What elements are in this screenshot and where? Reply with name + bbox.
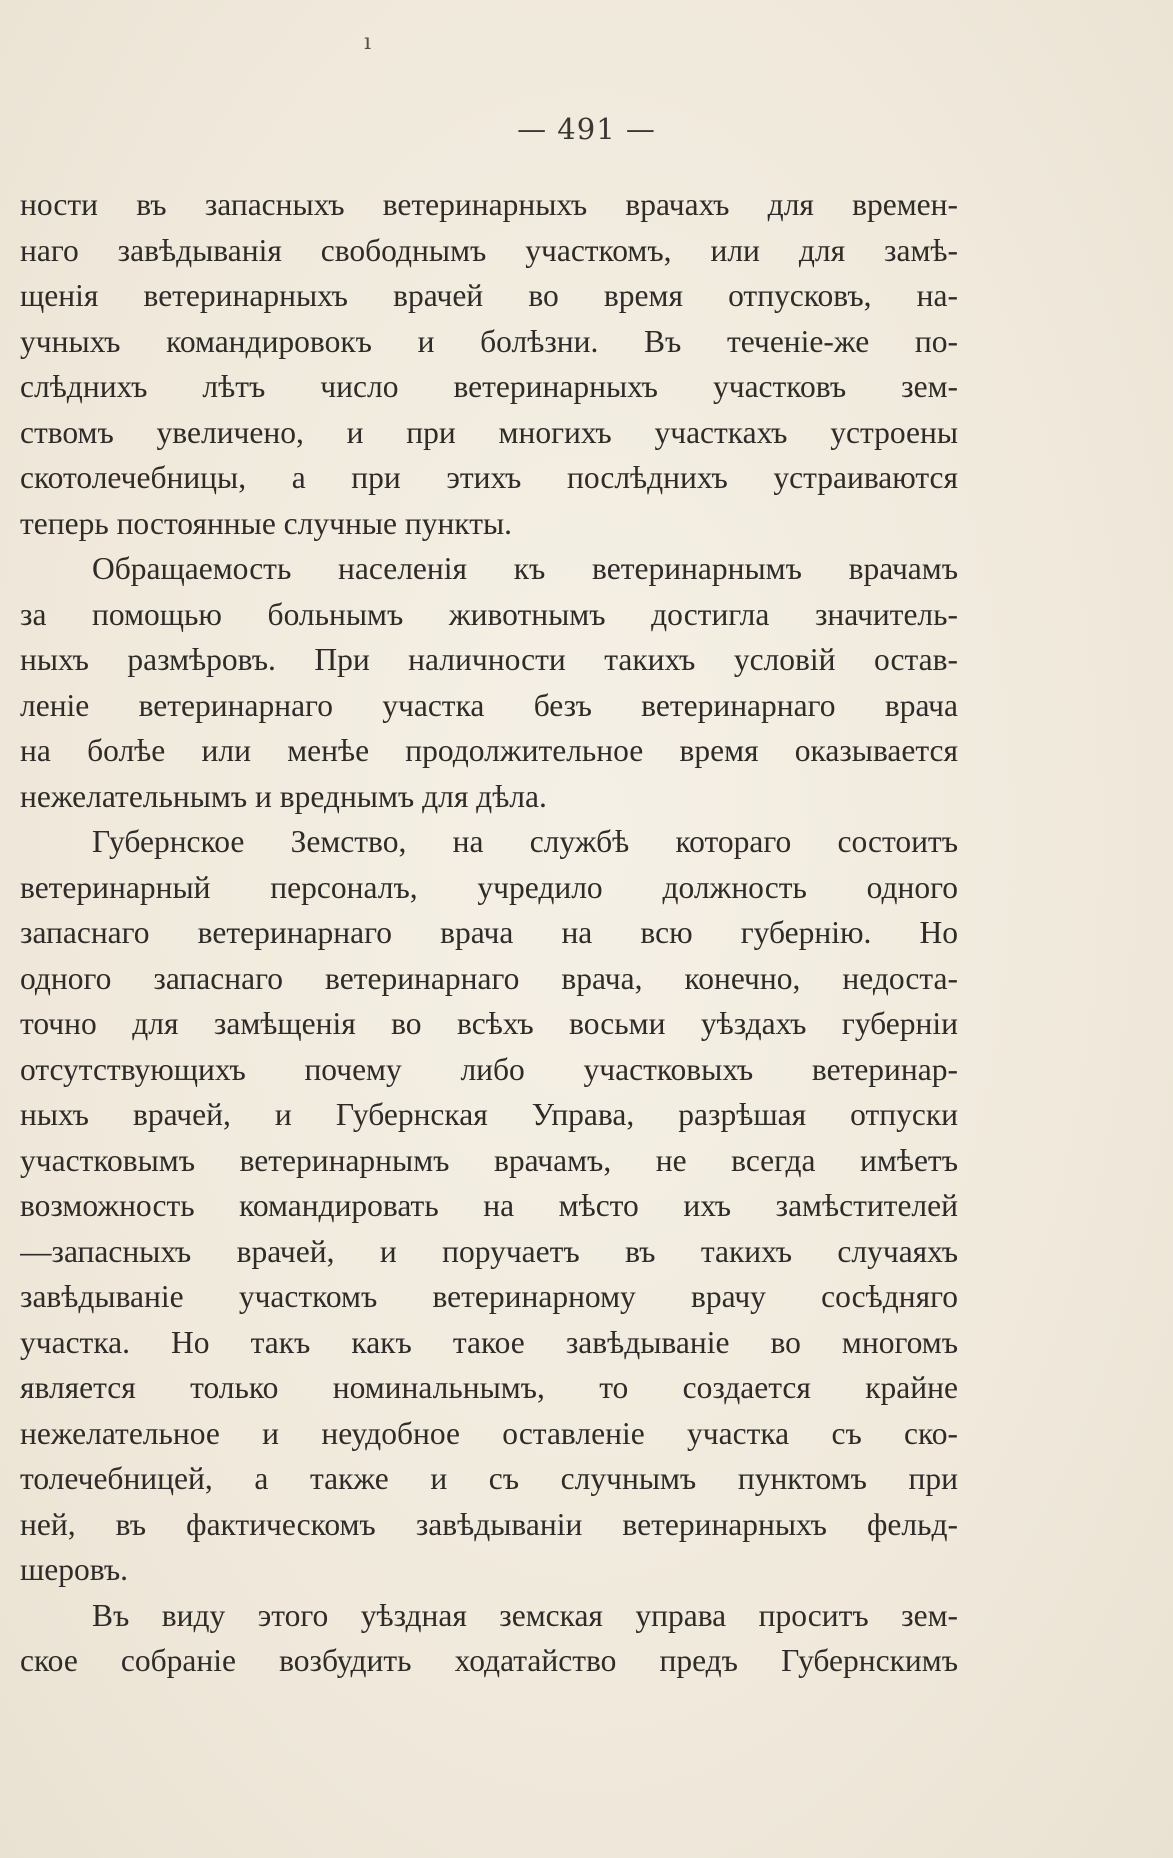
- page-number: — 491 —: [517, 112, 656, 146]
- text-line: ское собраніе возбудить ходатайство предъ Губернскимъ: [20, 1643, 958, 1678]
- text-line: ветеринарный персоналъ, учредило должность одного: [20, 869, 958, 905]
- text-line: одного запаснаго ветеринарнаго врача, конечно, недоста-: [20, 960, 958, 996]
- text-line: на болѣе или менѣе продолжительное время оказывается: [20, 733, 958, 768]
- paragraph-4: [20, 1593, 958, 1684]
- text-line: ности въ запасныхъ ветеринарныхъ врачахъ для времен-: [20, 187, 958, 222]
- text-line: шеровъ.: [20, 1552, 128, 1587]
- text-line: Обращаемость населенія къ ветеринарнымъ врачамъ: [92, 551, 958, 586]
- text-line: слѣднихъ лѣтъ число ветеринарныхъ участковъ зем-: [20, 369, 958, 404]
- paragraph-2: [20, 546, 958, 819]
- body-text: [20, 182, 958, 1684]
- text-line: теперь постоянные случные пункты.: [20, 505, 513, 541]
- text-line: ныхъ врачей, и Губернская Управа, разрѣшая отпуски: [20, 1097, 958, 1132]
- paragraph-1: [20, 182, 958, 546]
- text-line: наго завѣдыванія свободнымъ участкомъ, или для замѣ-: [20, 232, 958, 268]
- text-line: точно для замѣщенія во всѣхъ восьми уѣздахъ губерніи: [20, 1006, 958, 1041]
- text-line: завѣдываніе участкомъ ветеринарному врачу сосѣдняго: [20, 1279, 958, 1314]
- text-line: учныхъ командировокъ и болѣзни. Въ теченіе-же по-: [20, 323, 958, 359]
- text-line: ней, въ фактическомъ завѣдываніи ветеринарныхъ фельд-: [20, 1506, 958, 1542]
- text-line: Въ виду этого уѣздная земская управа проситъ зем-: [92, 1597, 958, 1633]
- text-line: ствомъ увеличено, и при многихъ участкахъ устроены: [20, 414, 958, 450]
- text-line: леніе ветеринарнаго участка безъ ветеринарнаго врача: [20, 687, 958, 723]
- text-line: запаснаго ветеринарнаго врача на всю губернію. Но: [20, 915, 958, 950]
- text-line: участка. Но такъ какъ такое завѣдываніе во многомъ: [20, 1324, 958, 1360]
- text-line: нежелательное и неудобное оставленіе участка съ ско-: [20, 1415, 958, 1451]
- text-line: за помощью больнымъ животнымъ достигла значитель-: [20, 596, 958, 632]
- text-line: щенія ветеринарныхъ врачей во время отпусковъ, на-: [20, 278, 958, 313]
- text-line: нежелательнымъ и вреднымъ для дѣла.: [20, 778, 547, 814]
- text-line: участковымъ ветеринарнымъ врачамъ, не всегда имѣетъ: [20, 1142, 958, 1178]
- scan-mark: ı: [364, 30, 372, 55]
- text-line: ныхъ размѣровъ. При наличности такихъ условій остав-: [20, 642, 958, 677]
- text-line: толечебницей, а также и съ случнымъ пунктомъ при: [20, 1461, 958, 1496]
- text-line: скотолечебницы, а при этихъ послѣднихъ устраиваются: [20, 460, 958, 495]
- text-line: —запасныхъ врачей, и поручаетъ въ такихъ случаяхъ: [20, 1233, 958, 1269]
- paragraph-3: [20, 819, 958, 1593]
- text-line: Губернское Земство, на службѣ котораго состоитъ: [92, 824, 958, 859]
- text-line: является только номинальнымъ, то создается крайне: [20, 1370, 958, 1405]
- text-line: возможность командировать на мѣсто ихъ замѣстителей: [20, 1188, 958, 1223]
- text-line: отсутствующихъ почему либо участковыхъ ветеринар-: [20, 1051, 958, 1087]
